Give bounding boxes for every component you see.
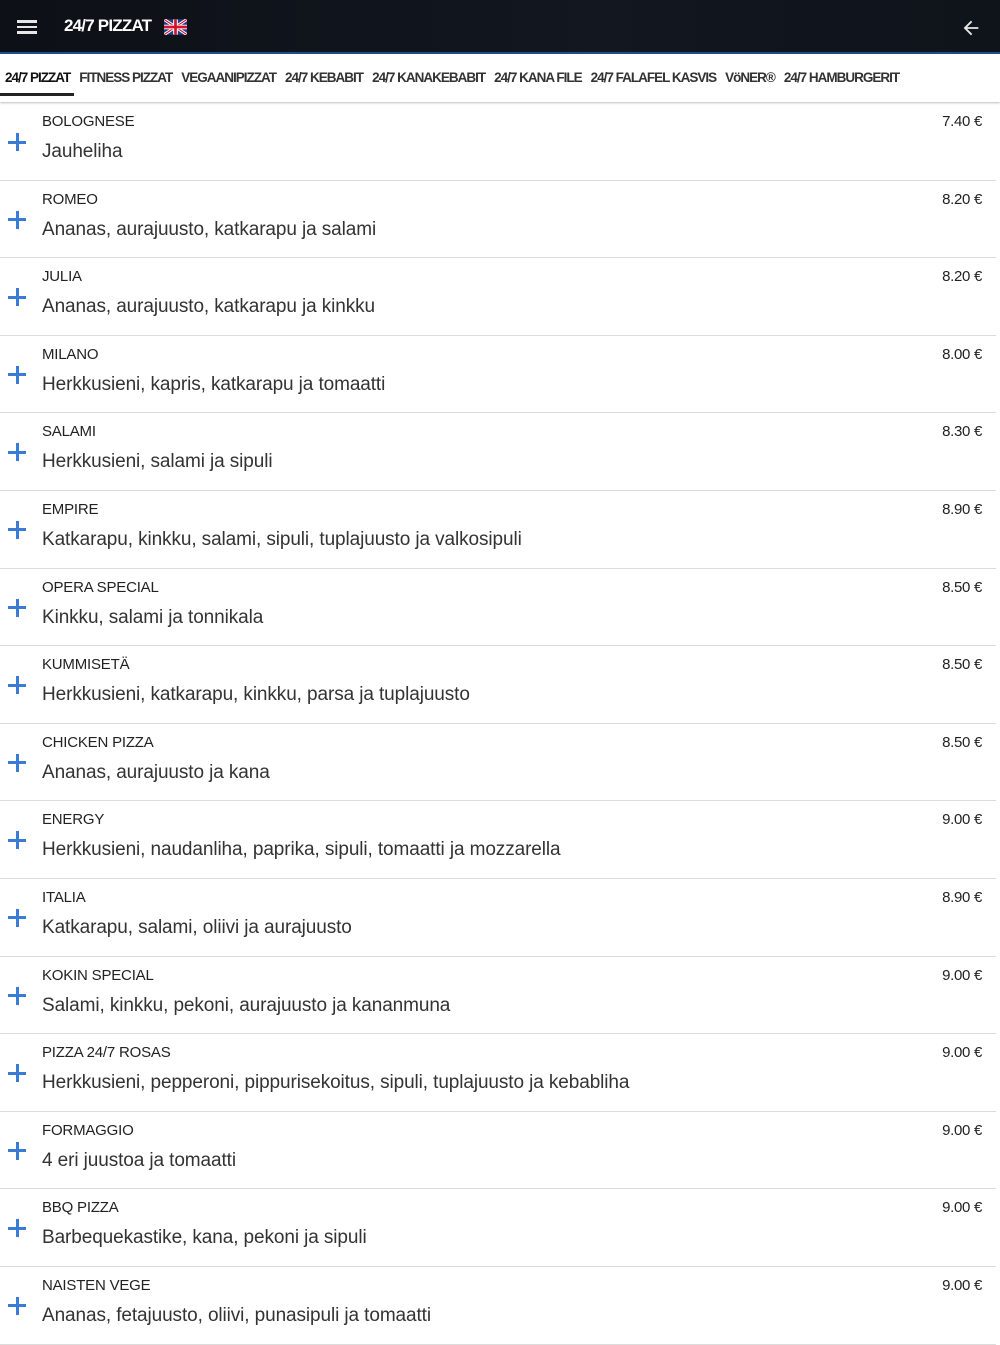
item-description: Ananas, aurajuusto, katkarapu ja salami [42,218,377,240]
plus-icon[interactable] [8,754,26,772]
item-price: 8.20 € [942,190,982,208]
category-tabs [0,54,1000,102]
plus-icon[interactable] [8,676,26,694]
list-item[interactable] [0,1189,996,1267]
item-price: 9.00 € [942,1276,982,1294]
list-item[interactable] [0,103,996,181]
item-name: MILANO [42,345,99,363]
item-name: BOLOGNESE [42,113,135,130]
plus-icon[interactable] [8,599,26,617]
item-price: 7.40 € [942,113,982,130]
item-description: Barbequekastike, kana, pekoni ja sipuli [42,1227,367,1249]
list-item[interactable] [0,724,996,802]
item-price: 8.20 € [942,268,982,286]
hamburger-menu-icon[interactable] [17,20,37,34]
plus-icon[interactable] [8,366,26,384]
plus-icon[interactable] [8,133,26,151]
tab-2[interactable]: VEGAANIPIZZAT [181,70,277,85]
item-description: Ananas, aurajuusto, katkarapu ja kinkku [42,296,376,318]
uk-flag-icon[interactable] [164,19,187,35]
tab-1[interactable]: FITNESS PIZZAT [79,70,173,85]
item-description: Herkkusieni, salami ja sipuli [42,451,273,473]
tab-3[interactable]: 24/7 KEBABIT [285,70,364,85]
item-price: 9.00 € [942,1121,982,1139]
item-name: ITALIA [42,888,86,906]
item-description: Herkkusieni, katkarapu, kinkku, parsa ja tuplajuusto [42,684,470,706]
item-name: EMPIRE [42,500,99,518]
plus-icon[interactable] [8,1142,26,1160]
item-description: Herkkusieni, pepperoni, pippurisekoitus, sipuli, tuplajuusto ja kebabliha [42,1072,630,1094]
item-description: Herkkusieni, naudanliha, paprika, sipuli, tomaatti ja mozzarella [42,839,561,861]
tab-8[interactable]: 24/7 HAMBURGERIT [783,70,900,85]
plus-icon[interactable] [8,909,26,927]
item-name: ROMEO [42,190,98,208]
item-name: CHICKEN PIZZA [42,733,154,751]
item-price: 8.50 € [942,578,982,596]
list-item[interactable] [0,1112,996,1190]
item-name: KOKIN SPECIAL [42,966,154,984]
plus-icon[interactable] [8,443,26,461]
item-name: OPERA SPECIAL [42,578,159,596]
item-name: PIZZA 24/7 ROSAS [42,1044,171,1062]
item-description: Kinkku, salami ja tonnikala [42,606,264,628]
list-item[interactable] [0,646,996,724]
item-description: Katkarapu, salami, oliivi ja aurajuusto [42,916,352,938]
plus-icon[interactable] [8,211,26,229]
arrow-left-icon[interactable] [960,17,982,39]
list-item[interactable] [0,336,996,414]
item-description: Ananas, aurajuusto ja kana [42,761,270,783]
plus-icon[interactable] [8,521,26,539]
item-name: JULIA [42,268,82,286]
list-item[interactable] [0,569,996,647]
menu-item-list [0,103,1000,1345]
list-item[interactable] [0,1267,996,1345]
tab-6[interactable]: 24/7 FALAFEL KASVIS [590,70,717,85]
plus-icon[interactable] [8,987,26,1005]
list-item[interactable] [0,181,996,259]
plus-icon[interactable] [8,288,26,306]
list-item[interactable] [0,413,996,491]
tab-7[interactable]: VöNER® [725,70,775,85]
tab-5[interactable]: 24/7 KANA FILE [494,70,582,85]
item-name: ENERGY [42,811,105,829]
tab-0[interactable]: 24/7 PIZZAT [0,54,74,102]
list-item[interactable] [0,1034,996,1112]
plus-icon[interactable] [8,1064,26,1082]
app-header [0,0,1000,54]
item-description: Ananas, fetajuusto, oliivi, punasipuli ja tomaatti [42,1304,431,1326]
item-price: 8.30 € [942,423,982,441]
item-description: Jauheliha [42,141,123,162]
item-description: Katkarapu, kinkku, salami, sipuli, tuplajuusto ja valkosipuli [42,528,522,550]
list-item[interactable] [0,491,996,569]
item-name: SALAMI [42,423,96,441]
list-item[interactable] [0,258,996,336]
item-price: 8.90 € [942,888,982,906]
plus-icon[interactable] [8,1219,26,1237]
item-name: NAISTEN VEGE [42,1276,151,1294]
item-name: KUMMISETÄ [42,656,130,674]
item-price: 9.00 € [942,1199,982,1217]
list-item[interactable] [0,879,996,957]
page-title: 24/7 PIZZAT [64,16,152,35]
item-description: 4 eri juustoa ja tomaatti [42,1149,236,1171]
item-name: FORMAGGIO [42,1121,134,1139]
item-price: 8.00 € [942,345,982,363]
plus-icon[interactable] [8,831,26,849]
item-price: 8.50 € [942,733,982,751]
item-price: 9.00 € [942,1044,982,1062]
item-price: 9.00 € [942,966,982,984]
list-item[interactable] [0,801,996,879]
plus-icon[interactable] [8,1297,26,1315]
item-price: 9.00 € [942,811,982,829]
list-item[interactable] [0,957,996,1035]
item-name: BBQ PIZZA [42,1199,119,1217]
tab-4[interactable]: 24/7 KANAKEBABIT [372,70,486,85]
item-description: Herkkusieni, kapris, katkarapu ja tomaatti [42,373,386,395]
item-description: Salami, kinkku, pekoni, aurajuusto ja kananmuna [42,994,451,1016]
item-price: 8.90 € [942,500,982,518]
item-price: 8.50 € [942,656,982,674]
